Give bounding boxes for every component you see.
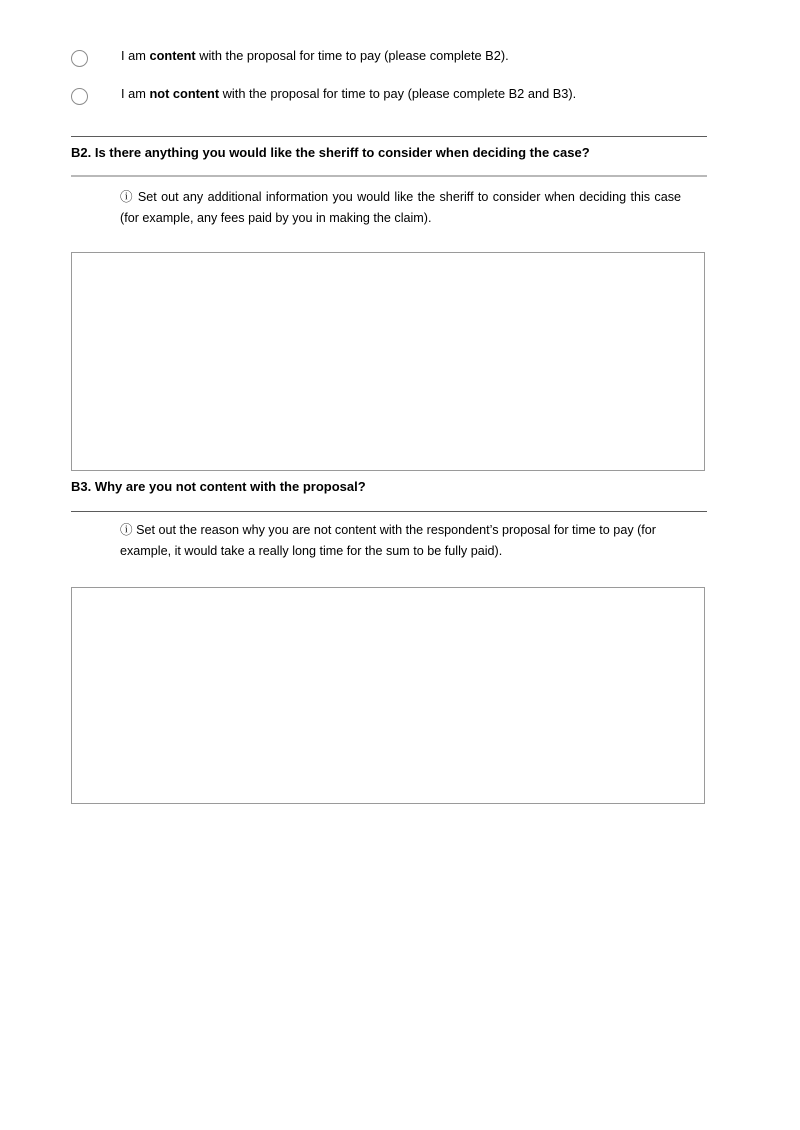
- option-not-content-text-after: with the proposal for time to pay (please complete B2 and B3).: [219, 86, 577, 101]
- option-label-not-content: [121, 86, 576, 102]
- radio-unselected-icon-content[interactable]: [71, 50, 88, 67]
- option-content-emphasis: content: [149, 48, 196, 63]
- helper-text-b3: [120, 519, 681, 562]
- option-not-content-emphasis: not content: [149, 86, 220, 101]
- answer-textbox-b3[interactable]: [71, 587, 705, 804]
- option-content-text-before: I am: [121, 48, 150, 63]
- info-icon-b2: ⓘ: [120, 189, 134, 204]
- section-heading-b3: B3. Why are you not content with the proposal?: [71, 479, 366, 494]
- option-not-content-text-before: I am: [121, 86, 150, 101]
- divider-below-b2-heading: [71, 175, 707, 177]
- option-label-content: [121, 48, 509, 64]
- time-to-pay-response-options: [71, 48, 707, 124]
- info-icon-b3: ⓘ: [120, 522, 133, 537]
- answer-textbox-b2[interactable]: [71, 252, 705, 471]
- option-row-not-content[interactable]: [71, 86, 707, 106]
- option-content-text-after: with the proposal for time to pay (please complete B2).: [195, 48, 509, 63]
- option-row-content[interactable]: [71, 48, 707, 68]
- section-heading-b2: B2. Is there anything you would like the sheriff to consider when deciding the case?: [71, 145, 590, 160]
- helper-text-b2: [120, 186, 681, 229]
- radio-unselected-icon-not-content[interactable]: [71, 88, 88, 105]
- helper-text-b2-body: Set out any additional information you would like the sheriff to consider when deciding this case (for example, any fees paid by you in making the claim).: [120, 190, 682, 225]
- divider-below-b3-heading: [71, 511, 707, 512]
- helper-text-b3-body: Set out the reason why you are not content with the respondent’s proposal for time to pay (for example, it would take a really long time for the sum to be fully paid).: [120, 523, 657, 558]
- divider-above-b2: [71, 136, 707, 137]
